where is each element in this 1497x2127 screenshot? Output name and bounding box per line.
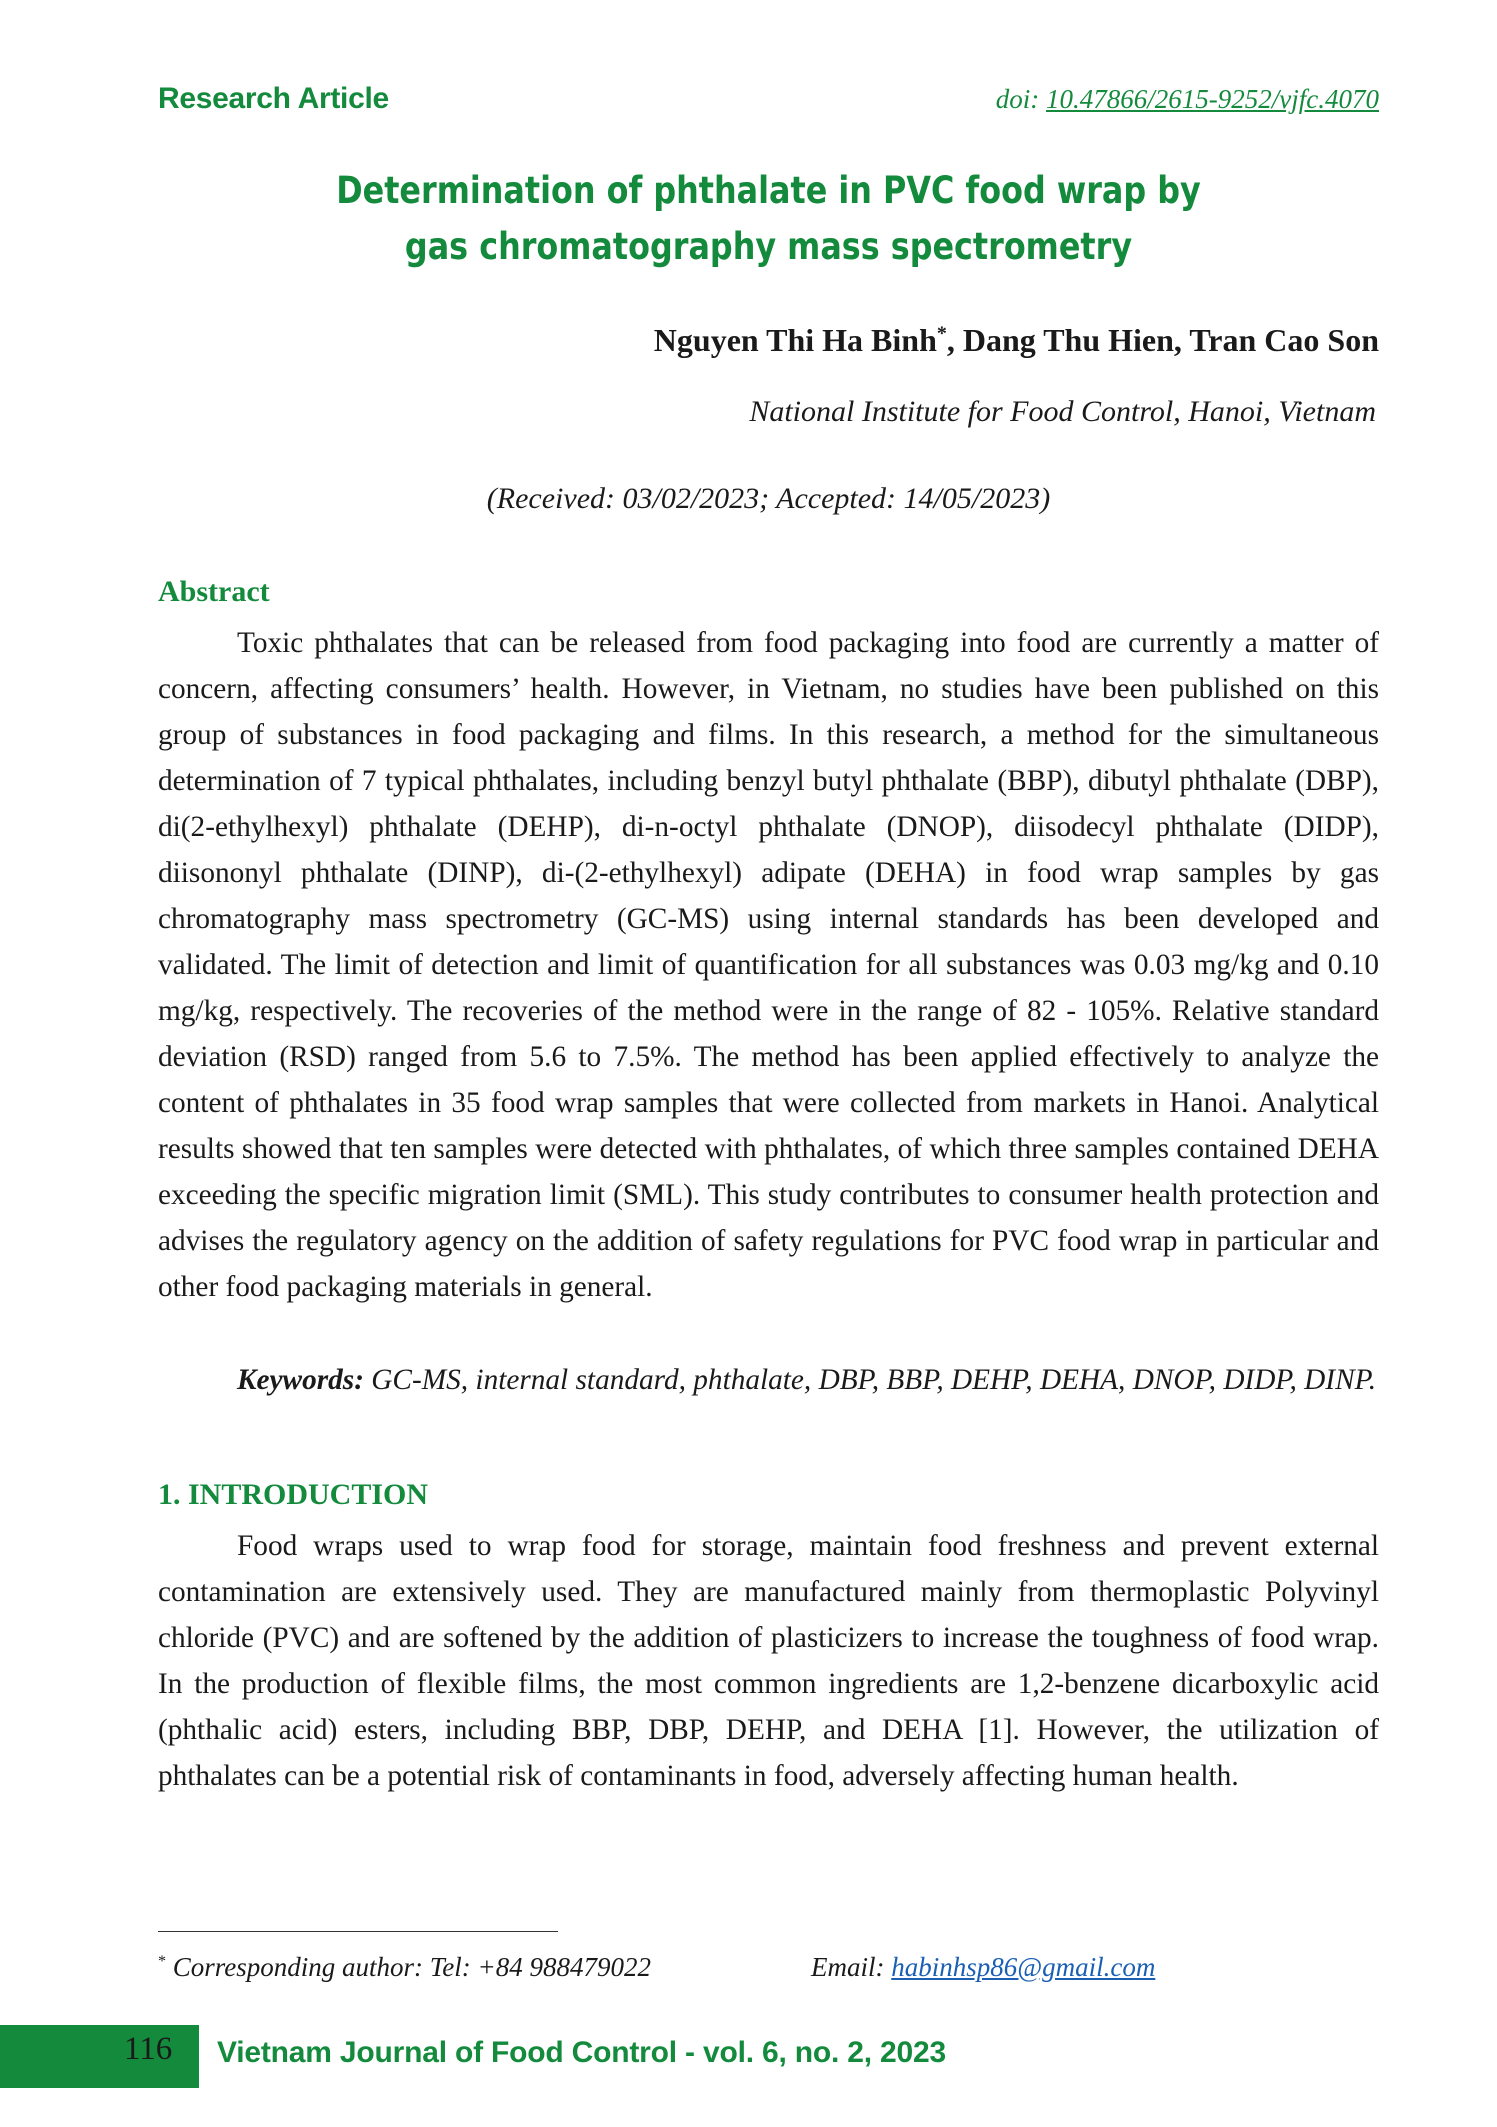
corresponding-marker: *	[936, 322, 947, 345]
paper-title	[243, 163, 1293, 275]
first-author: Nguyen Thi Ha Binh	[653, 322, 937, 358]
journal-name: Vietnam Journal of Food Control - vol. 6, no. 2, 2023	[217, 2036, 946, 2069]
paper-title-line-1: Determination of phthalate in PVC food wrap by	[336, 169, 1201, 212]
keywords-list: GC-MS, internal standard, phthalate, DBP, BBP, DEHP, DEHA, DNOP, DIDP, DINP.	[363, 1364, 1377, 1396]
footnote-contact: Corresponding author: Tel: +84 988479022	[166, 1952, 651, 1982]
keywords	[158, 1357, 1379, 1403]
abstract-heading: Abstract	[158, 575, 270, 608]
introduction-text: Food wraps used to wrap food for storage, maintain food freshness and prevent external contamination are extensively used. They are manufactured mainly from thermoplastic Polyvinyl chloride (PVC) and are softened by the addition of plasticizers to increase the toughness of food wrap. In the production of flexible films, the most common ingredients are 1,2-benzene dicarboxylic acid (phthalic acid) esters, including BBP, DBP, DEHP, and DEHA [1]. However, the utilization of phthalates can be a potential risk of contaminants in food, adversely affecting human health.	[158, 1530, 1379, 1792]
affiliation: National Institute for Food Control, Hanoi, Vietnam	[749, 395, 1376, 428]
doi-prefix: doi:	[995, 84, 1047, 114]
co-authors: , Dang Thu Hien, Tran Cao Son	[946, 322, 1379, 358]
abstract-text: Toxic phthalates that can be released from food packaging into food are currently a matter of concern, affecting consumers’ health. However, in Vietnam, no studies have been published on this group of substances in food packaging and films. In this research, a method for the simultaneous determination of 7 typical phthalates, including benzyl butyl phthalate (BBP), dibutyl phthalate (DBP), di(2-ethylhexyl) phthalate (DEHP), di-n-octyl phthalate (DNOP), diisodecyl phthalate (DIDP), diisononyl phthalate (DINP), di-(2-ethylhexyl) adipate (DEHA) in food wrap samples by gas chromatography mass spectrometry (GC-MS) using internal standards has been developed and validated. The limit of detection and limit of quantification for all substances was 0.03 mg/kg and 0.10 mg/kg, respectively. The recoveries of the method were in the range of 82 - 105%. Relative standard deviation (RSD) ranged from 5.6 to 7.5%. The method has been applied effectively to analyze the content of phthalates in 35 food wrap samples that were collected from markets in Hanoi. Analytical results showed that ten samples were detected with phthalates, of which three samples contained DEHA exceeding the specific migration limit (SML). This study contributes to consumer health protection and advises the regulatory agency on the addition of safety regulations for PVC food wrap in particular and other food packaging materials in general.	[158, 627, 1379, 1303]
footnote-email-link[interactable]: habinhsp86@gmail.com	[891, 1952, 1156, 1982]
footnote-marker: *	[158, 1953, 166, 1970]
page-number: 116	[124, 2031, 173, 2067]
received-accepted-dates: (Received: 03/02/2023; Accepted: 14/05/2023)	[486, 482, 1051, 515]
keywords-label: Keywords:	[237, 1364, 364, 1396]
doi-link[interactable]: 10.47866/2615-9252/vjfc.4070	[1046, 84, 1379, 114]
authors	[654, 322, 1379, 359]
article-type-label: Research Article	[158, 82, 389, 115]
paper-title-line-2: gas chromatography mass spectrometry	[404, 225, 1133, 268]
footnote-divider	[158, 1931, 558, 1932]
introduction-heading: 1. INTRODUCTION	[158, 1478, 429, 1511]
footnote	[158, 1952, 1156, 1983]
doi	[996, 84, 1379, 115]
footnote-email-label: Email:	[811, 1952, 892, 1982]
